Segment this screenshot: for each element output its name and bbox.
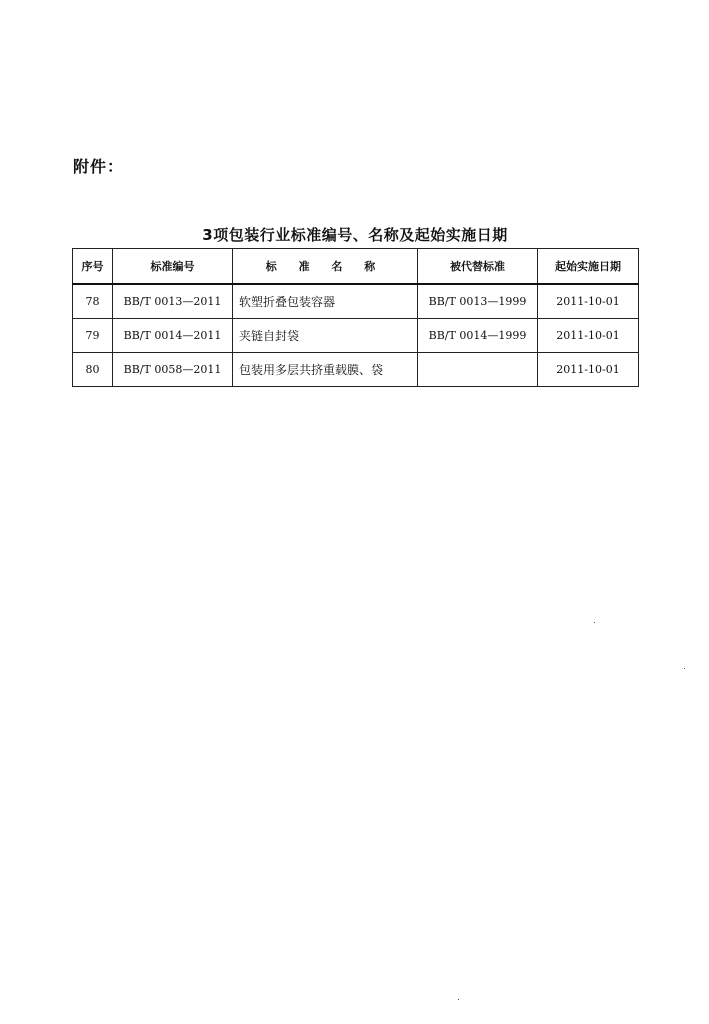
table-row [73, 319, 639, 353]
column-header-effective-date: 起始实施日期 [538, 249, 639, 285]
scan-speck [458, 999, 459, 1000]
effective-date: 2011-10-01 [538, 353, 639, 387]
standard-code: BB/T 0013—2011 [113, 284, 233, 319]
replaced-standard: BB/T 0013—1999 [418, 284, 538, 319]
row-number: 80 [73, 353, 113, 387]
column-header-standard-code: 标准编号 [113, 249, 233, 285]
standards-table [72, 248, 639, 387]
scan-speck [684, 668, 685, 669]
effective-date: 2011-10-01 [538, 319, 639, 353]
replaced-standard [418, 353, 538, 387]
column-header-standard-name: 标 准 名 称 [233, 249, 418, 285]
row-number: 79 [73, 319, 113, 353]
table-row [73, 353, 639, 387]
row-number: 78 [73, 284, 113, 319]
scan-speck [594, 622, 595, 623]
standard-name: 夹链自封袋 [233, 319, 418, 353]
effective-date: 2011-10-01 [538, 284, 639, 319]
standard-code: BB/T 0014—2011 [113, 319, 233, 353]
table-title: 3项包装行业标准编号、名称及起始实施日期 [202, 226, 508, 244]
column-header-number: 序号 [73, 249, 113, 285]
standard-code: BB/T 0058—2011 [113, 353, 233, 387]
replaced-standard: BB/T 0014—1999 [418, 319, 538, 353]
column-header-replaced-standard: 被代替标准 [418, 249, 538, 285]
table-row [73, 284, 639, 319]
table-header-row [73, 249, 639, 285]
standard-name: 包装用多层共挤重载膜、袋 [233, 353, 418, 387]
attachment-label: 附件： [73, 157, 125, 176]
standard-name: 软塑折叠包装容器 [233, 284, 418, 319]
